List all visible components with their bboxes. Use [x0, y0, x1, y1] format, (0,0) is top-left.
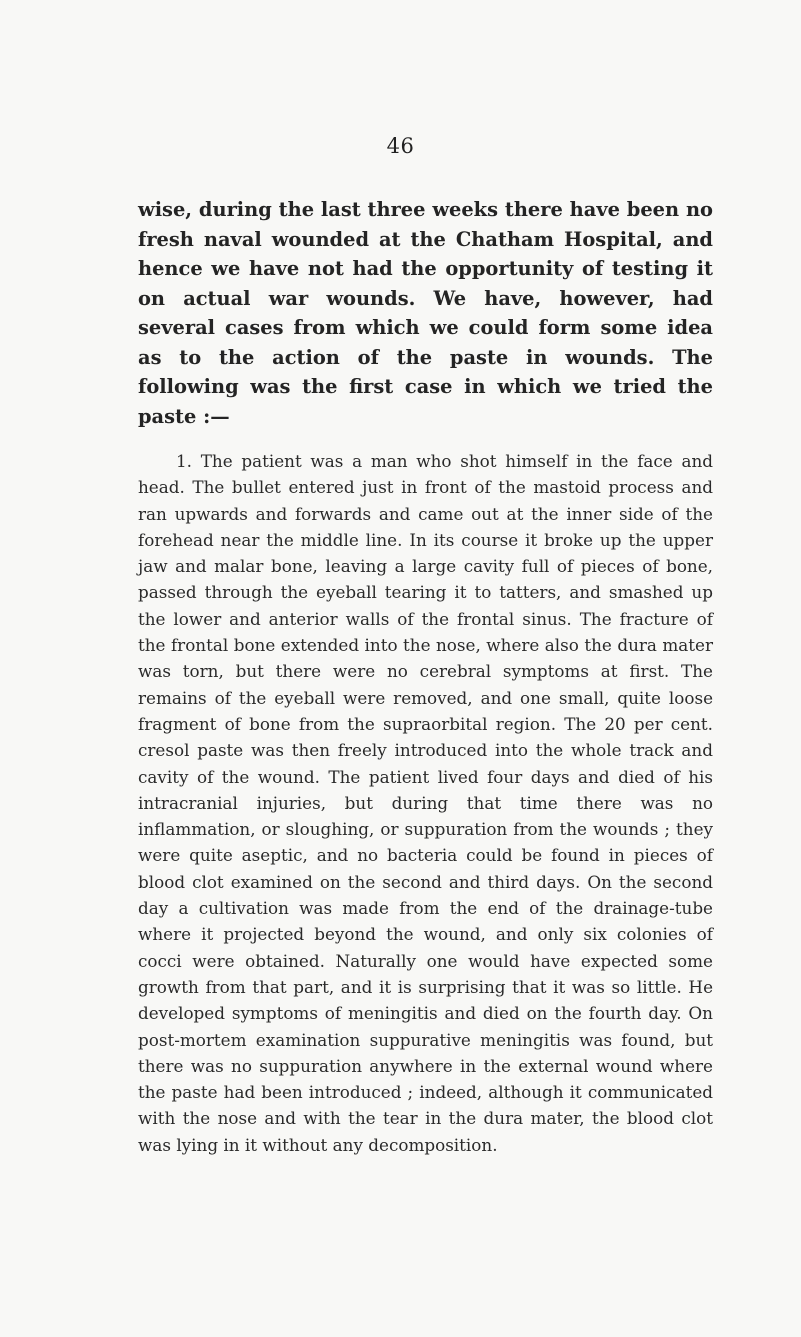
case-1-text: The patient was a man who shot himself in the face and head. The bullet entered just in front of the mastoid process and ran upwards and forwards and came out at the inner side of the forehead near the middle line. In its course it broke up the upper jaw and malar bone, leaving a large cavity full of pieces of bone, passed through the eyeball tearing it to tatters, and smashed up the lower and anterior walls of the frontal sinus. The fracture of the frontal bone extended into the nose, where also the dura mater was torn, but there were no cerebral symptoms at first. The remains of the eyeball were removed, and one small, quite loose fragment of bone from the supraorbital region. The 20 per cent. cresol paste was then freely introduced into the whole track and cavity of the wound. The patient lived four days and died of his intracranial injuries, but during that time there was no inflammation, or sloughing, or suppuration from the wounds ; they were quite aseptic, and no bacteria could be found in pieces of blood clot examined on the second and third days. On the second day a cultivation was made from the end of the drainage-tube where it projected beyond the wound, and only six colonies of cocci were obtained. Naturally one would have expected some growth from that part, and it is surprising that it was so little. He developed symptoms of meningitis and died on the fourth day. On post-mortem examination suppurative meningitis was found, but there was no suppuration anywhere in the external wound where the paste had been introduced ; indeed, although it communicated with the nose and with the tear in the dura mater, the blood clot was lying in it without any decomposition. — [138, 451, 713, 1155]
case-1-paragraph — [138, 448, 713, 1158]
page-number: 46 — [386, 134, 415, 158]
intro-paragraph: wise, during the last three weeks there have been no fresh naval wounded at the Chatham Hospital, and hence we have not had the opportunity of testing it on actual war wounds. We have, however, had several cases from which we could form some idea as to the action of the paste in wounds. The following was the first case in which we tried the paste :— — [138, 198, 713, 428]
case-number: 1. — [176, 451, 193, 471]
